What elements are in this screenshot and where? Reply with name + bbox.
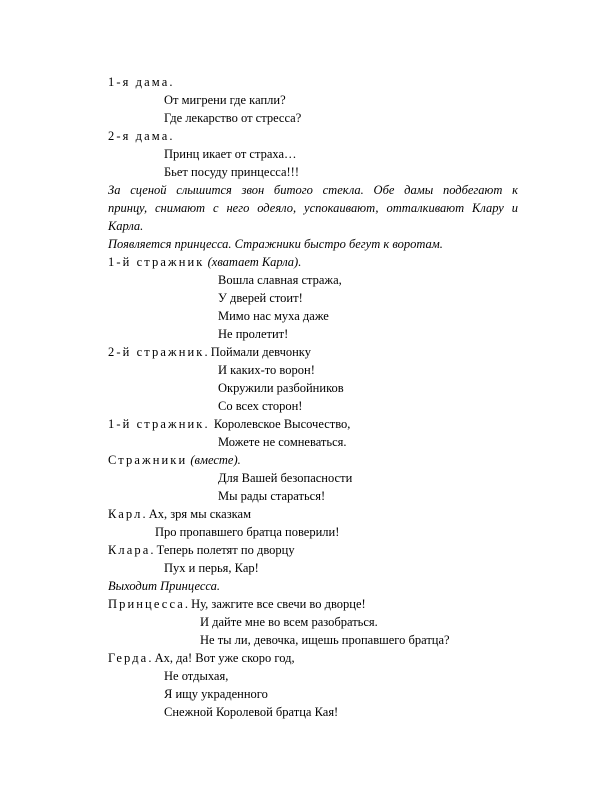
- verse-line: От мигрени где капли?: [164, 93, 286, 107]
- line-text: . Ах, да! Вот уже скоро год,: [148, 651, 295, 665]
- verse-line: Вошла славная стража,: [218, 273, 342, 287]
- speaker-line: [108, 345, 311, 360]
- speaker-name: Клара: [108, 543, 151, 557]
- speaker-line: [108, 597, 366, 612]
- verse-line: Не отдыхая,: [164, 669, 229, 683]
- verse-line: Пух и перья, Кар!: [164, 561, 259, 575]
- speaker-line: [108, 255, 301, 270]
- verse-line: Окружили разбойников: [218, 381, 344, 395]
- line-text: . Теперь полетят по дворцу: [150, 543, 295, 557]
- line-text: . Поймали девчонку: [204, 345, 311, 359]
- speaker-name: 2-й стражник: [108, 345, 205, 359]
- verse-line: Я ищу украденного: [164, 687, 268, 701]
- speaker-name: Принцесса: [108, 597, 185, 611]
- verse-line: Можете не сомневаться.: [218, 435, 347, 449]
- line-text: .: [169, 75, 173, 89]
- verse-line: Со всех сторон!: [218, 399, 303, 413]
- line-text: . Ах, зря мы сказкам: [142, 507, 251, 521]
- speaker-line: [108, 507, 251, 522]
- speaker-name: 2-я дама: [108, 129, 170, 143]
- stage-direction: Появляется принцесса. Стражники быстро бегут к воротам.: [108, 237, 443, 251]
- verse-line: И каких-то ворон!: [218, 363, 315, 377]
- stage-direction: принцу, снимают с него одеяло, успокаивают, отталкивают Клару и: [108, 201, 518, 215]
- speaker-line: [108, 543, 295, 558]
- verse-line: Не ты ли, девочка, ищешь пропавшего братца?: [200, 633, 450, 647]
- line-text: .: [169, 129, 173, 143]
- speaker-name: 1-я дама: [108, 75, 170, 89]
- speaker-name: Герда: [108, 651, 149, 665]
- verse-line: У дверей стоит!: [218, 291, 303, 305]
- speaker-line: [108, 129, 173, 144]
- speaker-line: [108, 75, 173, 90]
- stage-direction: За сценой слышится звон битого стекла. Обе дамы подбегают к: [108, 183, 518, 197]
- verse-line: Мимо нас муха даже: [218, 309, 329, 323]
- stage-direction: Карла.: [108, 219, 144, 233]
- speaker-name: 1-й стражник: [108, 417, 205, 431]
- stage-direction: Выходит Принцесса.: [108, 579, 220, 593]
- verse-line: Бьет посуду принцесса!!!: [164, 165, 299, 179]
- line-text: . Ну, зажгите все свечи во дворце!: [184, 597, 366, 611]
- verse-line: Где лекарство от стресса?: [164, 111, 302, 125]
- speaker-note: (вместе).: [190, 453, 241, 467]
- verse-line: Про пропавшего братца поверили!: [155, 525, 340, 539]
- speaker-note: (хватает Карла).: [207, 255, 302, 269]
- verse-line: И дайте мне во всем разобраться.: [200, 615, 378, 629]
- speaker-line: [108, 651, 295, 666]
- speaker-name: 1-й стражник: [108, 255, 205, 269]
- speaker-name: Карл: [108, 507, 143, 521]
- speaker-line: [108, 453, 241, 468]
- verse-line: Снежной Королевой братца Кая!: [164, 705, 339, 719]
- line-text: . Королевское Высочество,: [204, 417, 351, 431]
- speaker-line: [108, 417, 350, 432]
- speaker-name: Стражники: [108, 453, 188, 467]
- verse-line: Принц икает от страха…: [164, 147, 297, 161]
- verse-line: Не пролетит!: [218, 327, 289, 341]
- verse-line: Для Вашей безопасности: [218, 471, 353, 485]
- verse-line: Мы рады стараться!: [218, 489, 326, 503]
